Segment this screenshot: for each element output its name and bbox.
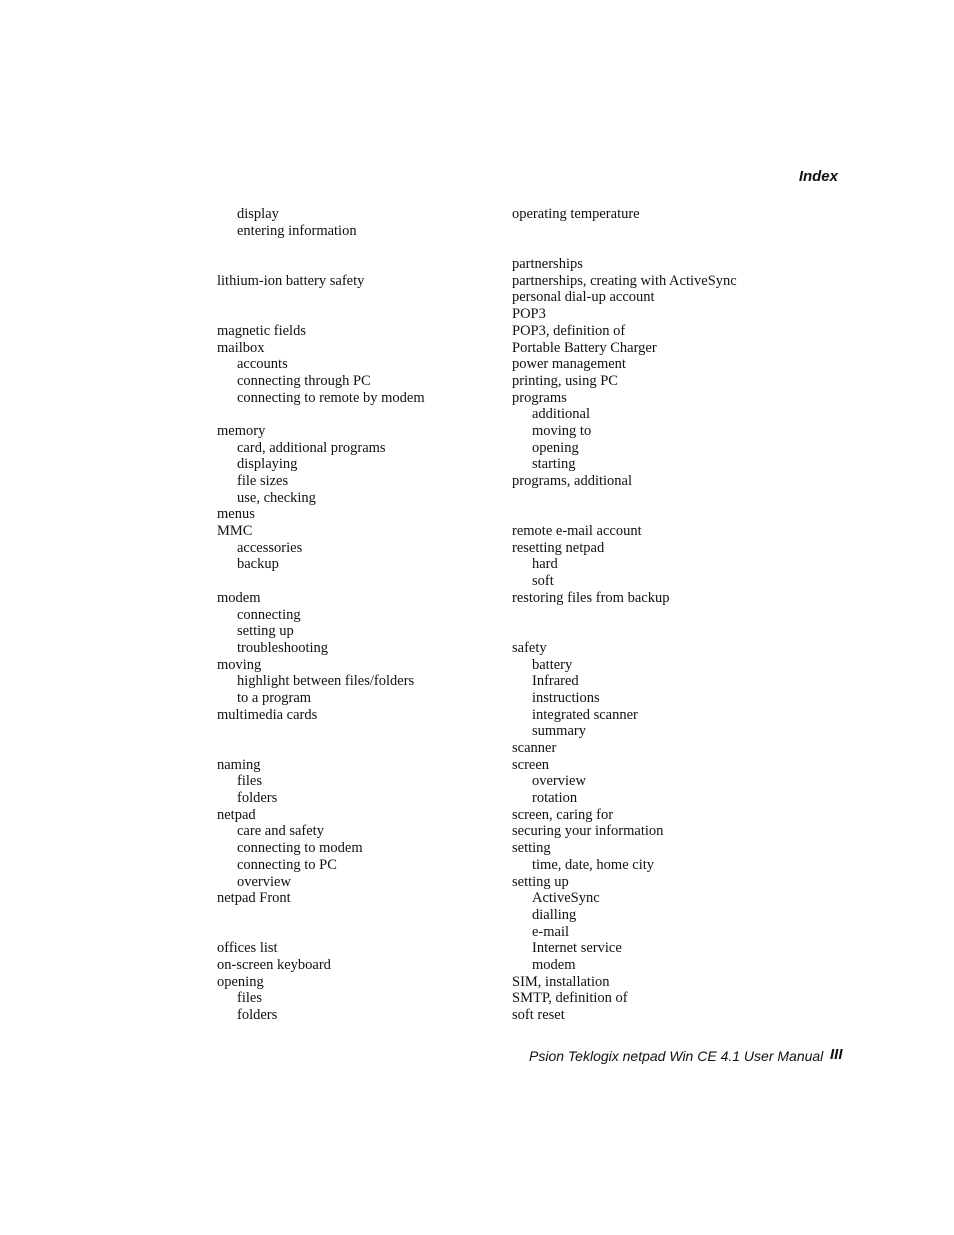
index-subentry: battery — [532, 656, 573, 673]
index-entry: securing your information — [512, 823, 664, 840]
index-subentry: time, date, home city — [532, 856, 655, 873]
index-subentry: overview — [237, 873, 291, 890]
index-subentry: ActiveSync — [532, 890, 600, 907]
index-subentry: connecting to remote by modem — [237, 389, 425, 406]
index-entry: safety — [512, 639, 547, 656]
index-entry: programs, additional — [512, 473, 633, 489]
index-subentry: entering information — [237, 222, 357, 239]
index-entry: remote e-mail account — [512, 523, 642, 540]
index-entry: personal dial-up account — [512, 289, 655, 306]
index-entry: naming — [217, 756, 261, 773]
index-entry: moving — [217, 656, 262, 673]
index-subentry: folders — [237, 1007, 278, 1023]
index-subentry: to a program — [237, 689, 312, 706]
index-subentry: additional — [532, 406, 590, 423]
index-subentry: rotation — [532, 790, 578, 807]
index-entry: printing, using PC — [512, 372, 618, 389]
index-subentry: hard — [532, 556, 558, 573]
index-entry: magnetic fields — [217, 322, 306, 339]
index-entry: screen — [512, 756, 550, 773]
index-subentry: connecting to modem — [237, 840, 363, 857]
index-subentry: connecting to PC — [237, 856, 337, 873]
index-subentry: care and safety — [237, 823, 324, 840]
index-subentry: moving to — [532, 422, 592, 439]
index-spacer — [512, 490, 842, 507]
index-subentry: connecting — [237, 606, 301, 623]
index-entry: Portable Battery Charger — [512, 339, 657, 356]
index-subentry: use, checking — [237, 489, 316, 506]
index-spacer — [217, 573, 507, 590]
index-entry: memory — [217, 422, 266, 439]
index-subentry: modem — [532, 956, 576, 973]
index-entry: POP3, definition of — [512, 322, 626, 339]
index-entry: soft reset — [512, 1007, 565, 1023]
index-subentry: opening — [532, 439, 579, 456]
index-entry: partnerships, creating with ActiveSync — [512, 272, 737, 289]
index-entry: MMC — [217, 523, 253, 540]
index-subentry: file sizes — [237, 473, 289, 489]
index-subentry: overview — [532, 773, 586, 790]
index-subentry: dialling — [532, 906, 577, 923]
index-spacer — [512, 239, 842, 256]
index-spacer — [217, 723, 507, 740]
index-entry: multimedia cards — [217, 706, 318, 723]
index-spacer — [512, 607, 842, 624]
index-subentry: card, additional programs — [237, 439, 386, 456]
index-spacer — [217, 924, 507, 941]
index-entry: offices list — [217, 940, 278, 957]
index-spacer — [217, 306, 507, 323]
footer-manual-title: Psion Teklogix netpad Win CE 4.1 User Manual — [529, 1048, 824, 1064]
index-spacer — [217, 406, 507, 423]
index-subentry: accessories — [237, 539, 303, 556]
index-subentry: instructions — [532, 689, 600, 706]
index-column-left — [217, 206, 507, 1024]
index-subentry: display — [237, 206, 279, 222]
index-entry: operating temperature — [512, 206, 640, 222]
index-entry: lithium-ion battery safety — [217, 272, 365, 289]
index-subentry: starting — [532, 456, 576, 473]
index-subentry: accounts — [237, 356, 288, 373]
index-spacer — [217, 289, 507, 306]
index-subentry: summary — [532, 723, 586, 740]
index-spacer — [217, 740, 507, 757]
index-subentry: troubleshooting — [237, 639, 329, 656]
index-column-right — [512, 206, 842, 1024]
index-subentry: folders — [237, 790, 278, 807]
index-entry: netpad — [217, 806, 256, 823]
index-entry: opening — [217, 973, 264, 990]
index-entry: setting — [512, 840, 551, 857]
index-spacer — [512, 623, 842, 640]
footer-page-number: III — [830, 1046, 843, 1063]
index-entry: POP3 — [512, 306, 546, 323]
page-header-title: Index — [798, 168, 838, 185]
index-entry: power management — [512, 356, 626, 373]
index-entry: scanner — [512, 740, 557, 756]
index-subentry: Internet service — [532, 940, 622, 957]
index-entry: SMTP, definition of — [512, 990, 628, 1007]
index-spacer — [512, 223, 842, 240]
index-entry: SIM, installation — [512, 973, 610, 990]
index-entry: resetting netpad — [512, 539, 605, 556]
index-subentry: files — [237, 773, 262, 790]
index-entry: on-screen keyboard — [217, 956, 331, 973]
index-subentry: setting up — [237, 623, 294, 640]
index-subentry: backup — [237, 556, 279, 573]
index-subentry: displaying — [237, 456, 298, 473]
index-subentry: connecting through PC — [237, 372, 371, 389]
index-subentry: highlight between files/folders — [237, 673, 415, 690]
index-entry: netpad Front — [217, 890, 291, 907]
index-entry: modem — [217, 589, 261, 606]
index-entry: partnerships — [512, 256, 583, 273]
index-spacer — [217, 907, 507, 924]
index-spacer — [512, 506, 842, 523]
index-spacer — [217, 256, 507, 273]
index-spacer — [217, 239, 507, 256]
index-subentry: Infrared — [532, 673, 579, 690]
index-entry: screen, caring for — [512, 806, 614, 823]
index-subentry: soft — [532, 573, 554, 590]
index-subentry: files — [237, 990, 262, 1007]
index-entry: menus — [217, 506, 255, 523]
index-entry: mailbox — [217, 339, 265, 356]
index-subentry: e-mail — [532, 923, 570, 940]
index-entry: setting up — [512, 873, 569, 890]
index-entry: restoring files from backup — [512, 589, 670, 606]
index-subentry: integrated scanner — [532, 706, 638, 723]
index-entry: programs — [512, 389, 567, 406]
